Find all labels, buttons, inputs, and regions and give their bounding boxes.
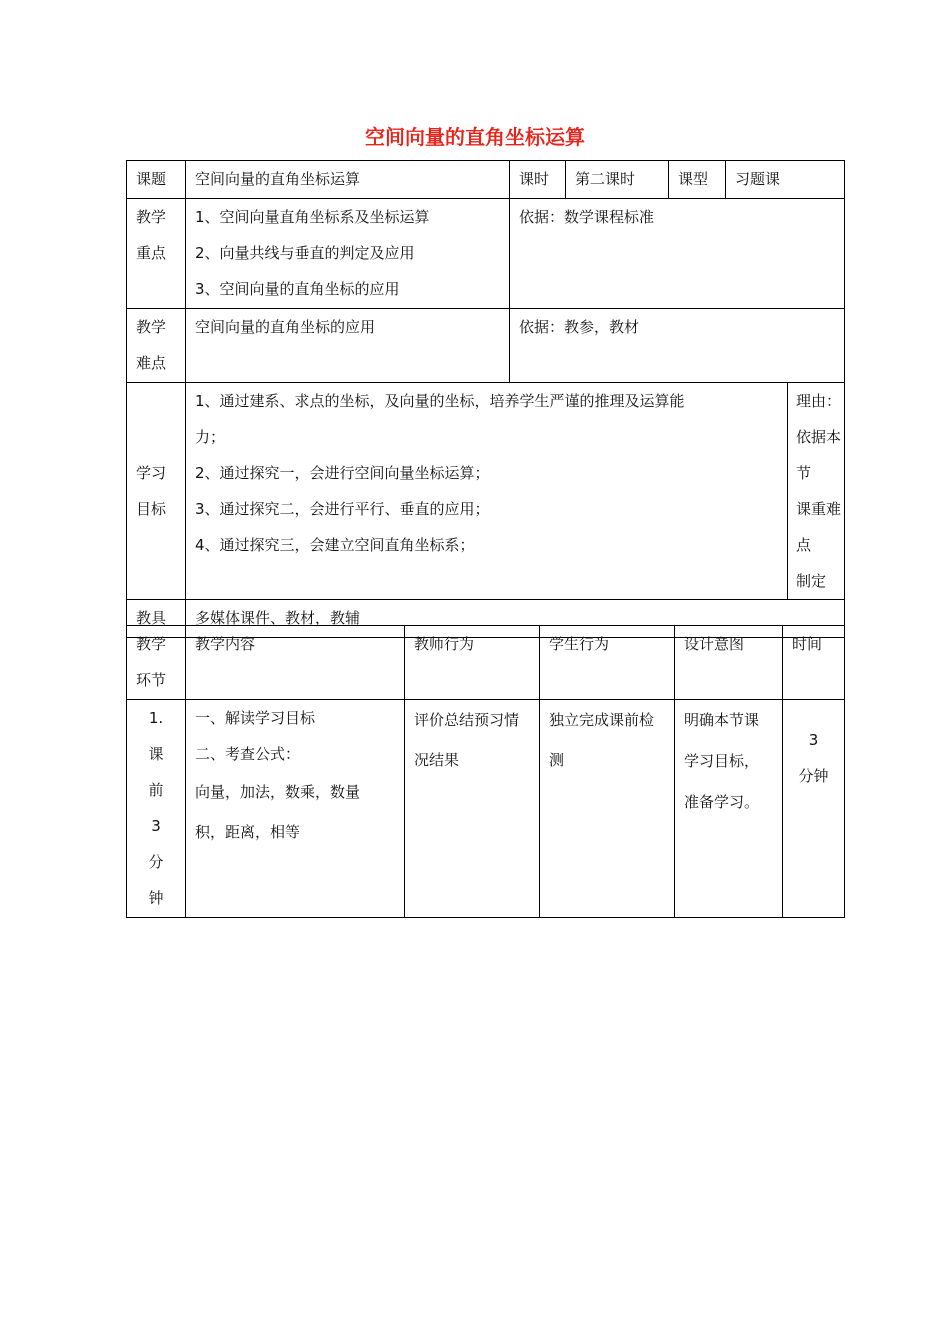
- tools-label: 教具: [127, 600, 186, 638]
- topic-row: [127, 161, 845, 199]
- teacher-line: 评价总结预习情: [414, 711, 520, 729]
- student-cell: [540, 700, 675, 918]
- key-point-item: 1、空间向量直角坐标系及坐标运算: [195, 208, 430, 226]
- time-cell: [783, 700, 845, 918]
- stage-header-2: 环节: [136, 671, 167, 689]
- objectives-label-1: 学习: [136, 464, 167, 482]
- stage-line: 分: [148, 853, 164, 871]
- intent-line: 明确本节课: [684, 711, 760, 729]
- difficulties-content: 空间向量的直角坐标的应用: [186, 309, 510, 383]
- page-title: 空间向量的直角坐标运算: [365, 125, 585, 149]
- intent-header: 设计意图: [675, 626, 783, 700]
- topic-label: 课题: [127, 161, 186, 199]
- teacher-header: 教师行为: [405, 626, 540, 700]
- process-header-row: [127, 626, 845, 700]
- process-row: [127, 700, 845, 918]
- content-header: 教学内容: [186, 626, 405, 700]
- student-line: 独立完成课前检: [549, 711, 655, 729]
- lesson-info-table: [126, 160, 845, 638]
- period-label: 课时: [510, 161, 566, 199]
- reason-line: 理由：: [796, 392, 842, 410]
- difficulties-row: [127, 309, 845, 383]
- key-point-item: 2、向量共线与垂直的判定及应用: [195, 244, 415, 262]
- key-points-row: [127, 199, 845, 309]
- difficulties-label-1: 教学: [136, 318, 167, 336]
- objectives-content: [186, 383, 788, 600]
- type-value: 习题课: [726, 161, 845, 199]
- teacher-line: 况结果: [414, 751, 460, 769]
- time-header: 时间: [783, 626, 845, 700]
- difficulties-label: [127, 309, 186, 383]
- content-line: 积，距离，相等: [195, 823, 301, 841]
- intent-line: 准备学习。: [684, 793, 760, 811]
- objective-item: 3、通过探究二，会进行平行、垂直的应用；: [195, 500, 490, 518]
- stage-line: 1.: [148, 709, 164, 727]
- time-line: 3: [808, 731, 819, 749]
- type-label: 课型: [669, 161, 726, 199]
- stage-line: 课: [148, 745, 164, 763]
- objective-item: 2、通过探究一，会进行空间向量坐标运算；: [195, 464, 490, 482]
- difficulties-label-2: 难点: [136, 354, 167, 372]
- process-table: [126, 625, 845, 918]
- stage-cell: [127, 700, 186, 918]
- objectives-reason: [788, 383, 845, 600]
- stage-header-1: 教学: [136, 635, 167, 653]
- difficulties-basis: 依据：教参，教材: [510, 309, 845, 383]
- content-line: 向量，加法，数乘，数量: [195, 783, 361, 801]
- objective-item: 4、通过探究三，会建立空间直角坐标系；: [195, 536, 475, 554]
- reason-line: 课重难点: [796, 500, 842, 554]
- stage-line: 前: [148, 781, 164, 799]
- objective-item: 1、通过建系、求点的坐标，及向量的坐标，培养学生严谨的推理及运算能: [195, 392, 685, 410]
- key-points-content: [186, 199, 510, 309]
- content-line: 二、考查公式：: [195, 745, 301, 763]
- time-line: 分钟: [798, 767, 829, 785]
- teacher-cell: [405, 700, 540, 918]
- content-cell: [186, 700, 405, 918]
- student-header: 学生行为: [540, 626, 675, 700]
- key-point-item: 3、空间向量的直角坐标的应用: [195, 280, 400, 298]
- objectives-label-2: 目标: [136, 500, 167, 518]
- reason-line: 依据本节: [796, 428, 842, 482]
- period-value: 第二课时: [566, 161, 669, 199]
- key-points-label-1: 教学: [136, 208, 167, 226]
- topic-value: 空间向量的直角坐标运算: [186, 161, 510, 199]
- student-line: 测: [549, 751, 565, 769]
- key-points-label: [127, 199, 186, 309]
- key-points-label-2: 重点: [136, 244, 167, 262]
- tools-content: 多媒体课件、教材，教辅: [186, 600, 845, 638]
- reason-line: 制定: [796, 572, 827, 590]
- intent-line: 学习目标，: [684, 752, 760, 770]
- objectives-row: [127, 383, 845, 600]
- intent-cell: [675, 700, 783, 918]
- stage-header: [127, 626, 186, 700]
- stage-line: 3: [151, 817, 161, 835]
- stage-line: 钟: [148, 889, 164, 907]
- key-points-basis: 依据：数学课程标准: [510, 199, 845, 309]
- objective-item: 力；: [195, 428, 226, 446]
- content-line: 一、解读学习目标: [195, 709, 316, 727]
- objectives-label: [127, 383, 186, 600]
